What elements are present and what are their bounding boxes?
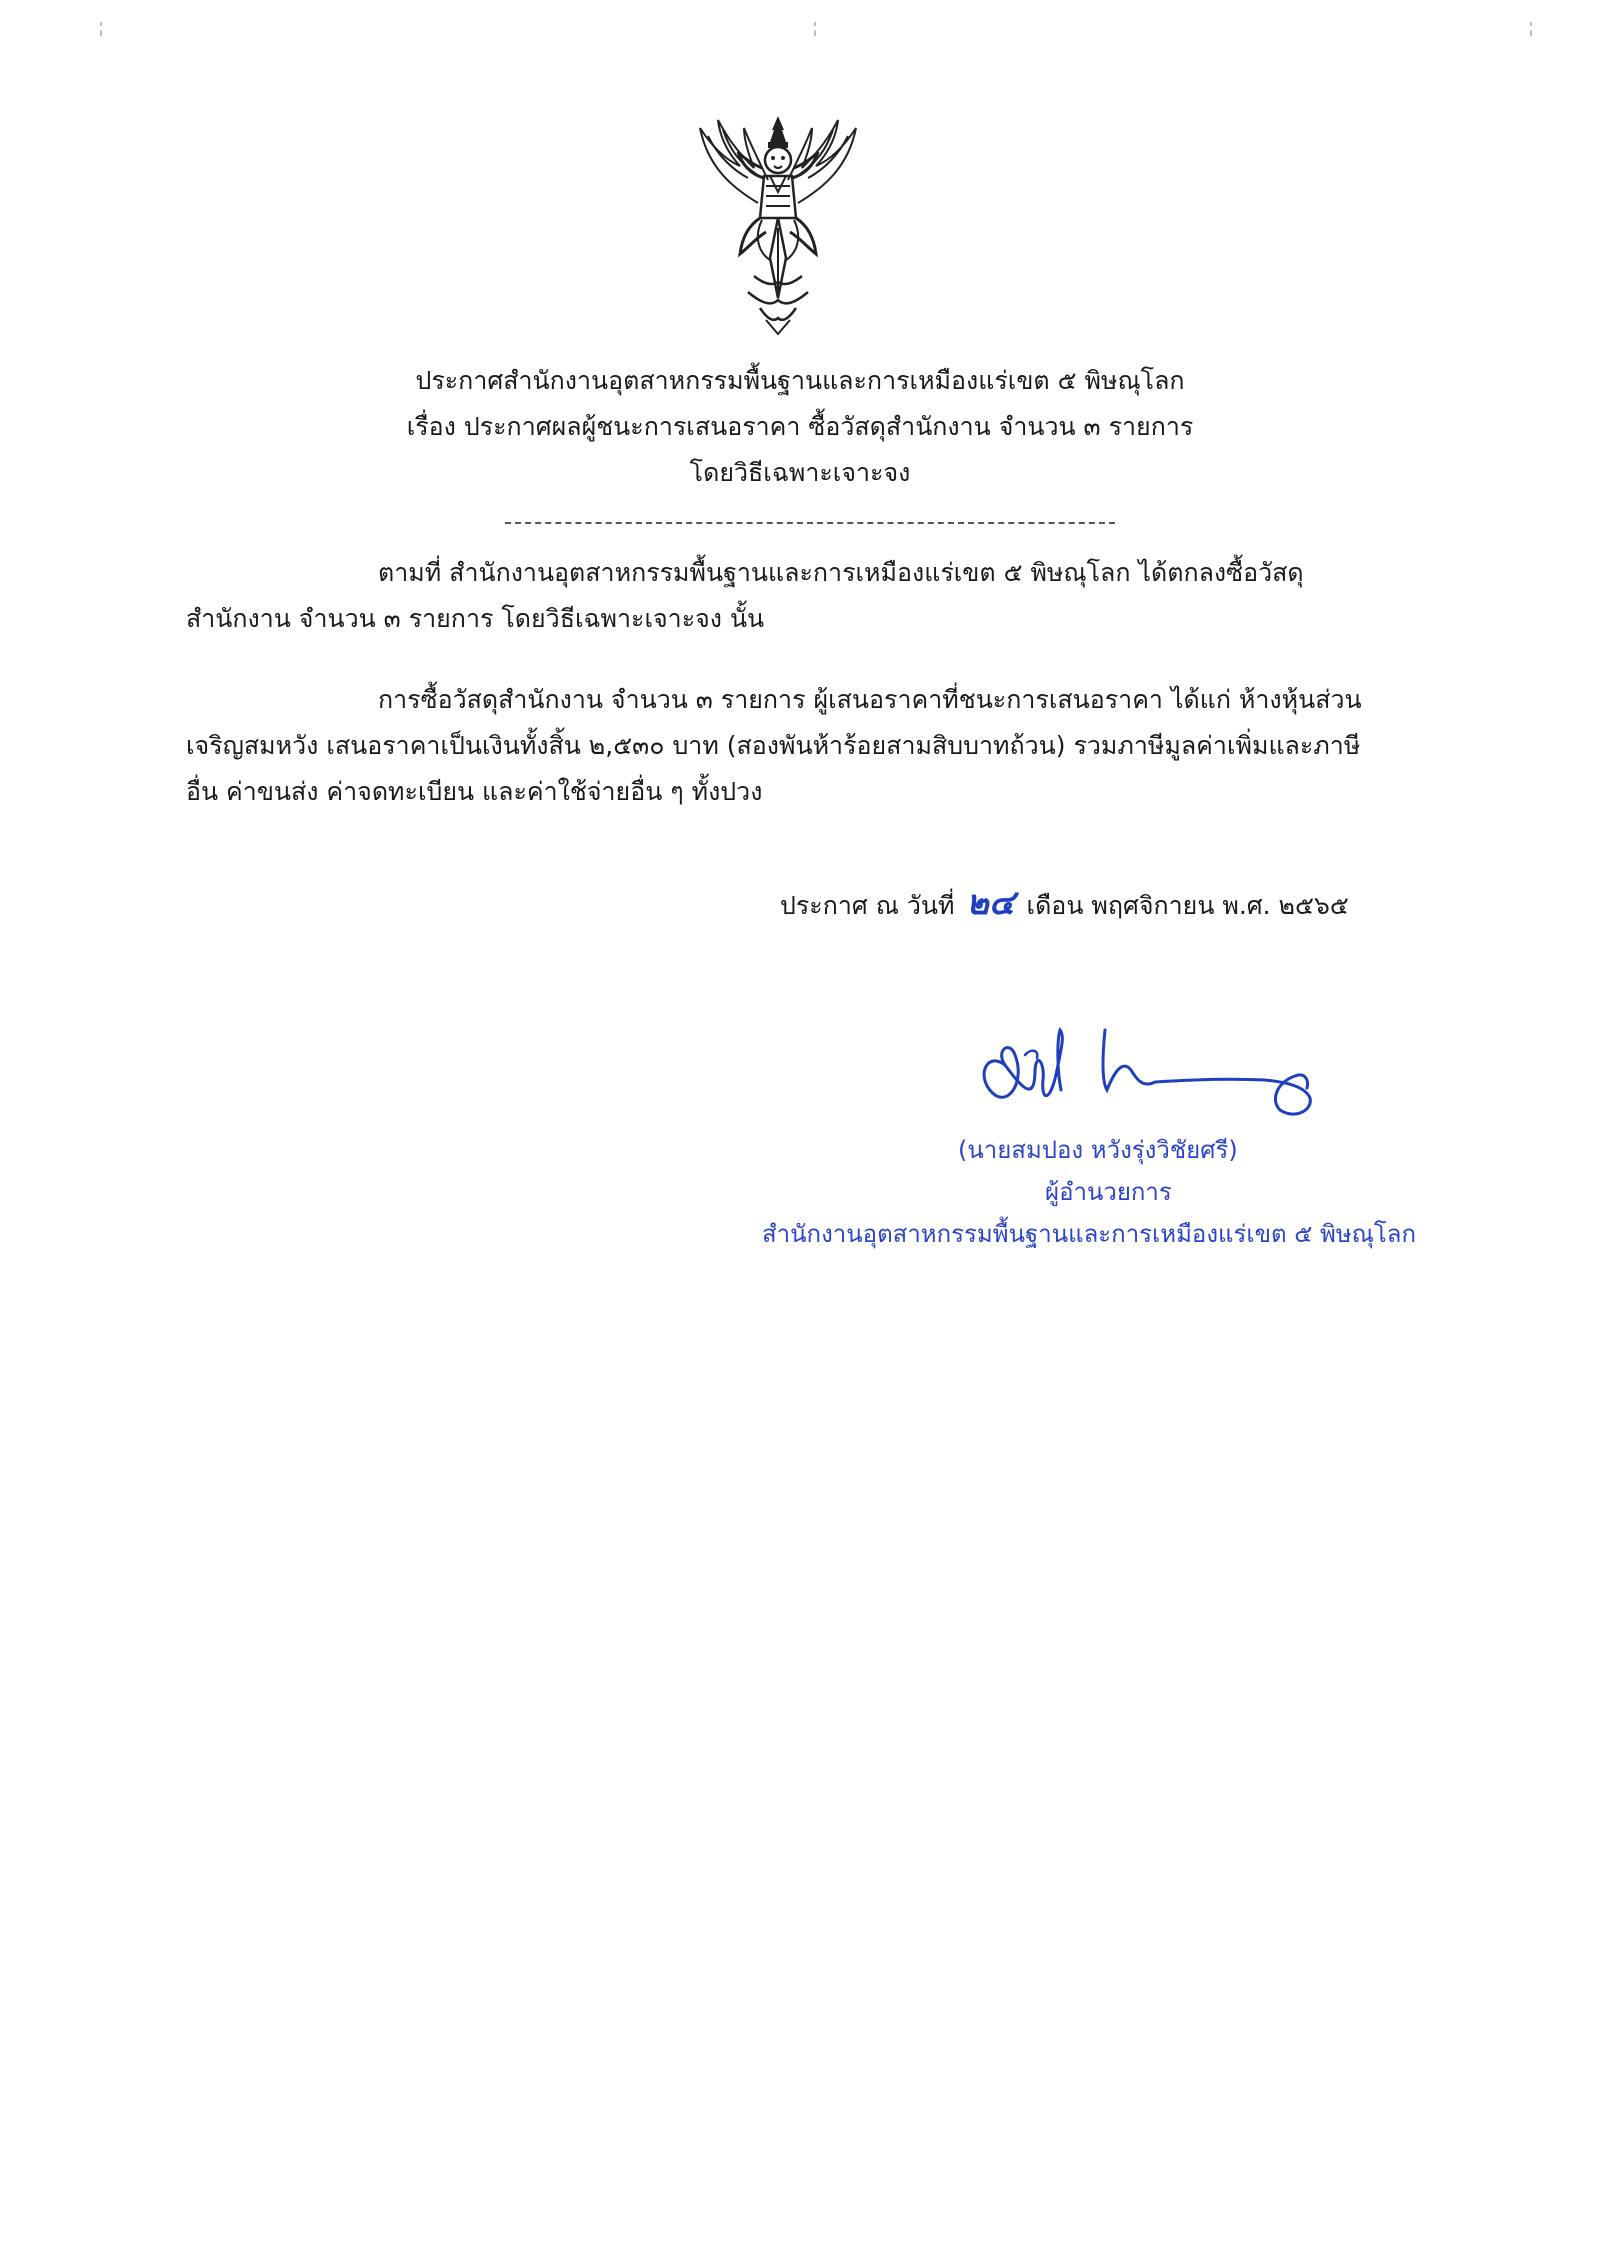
announcement-date xyxy=(780,880,1349,929)
garuda-emblem-icon xyxy=(678,108,878,338)
handwritten-signature xyxy=(965,1010,1335,1135)
paragraph-line: สำนักงาน จำนวน ๓ รายการ โดยวิธีเฉพาะเจาะจง นั้น xyxy=(186,604,765,633)
scan-mark xyxy=(100,22,102,36)
date-prefix: ประกาศ ณ วันที่ xyxy=(780,891,955,920)
paragraph-intro xyxy=(186,550,1431,642)
date-suffix: เดือน พฤศจิกายน พ.ศ. ๒๕๖๕ xyxy=(1026,891,1349,920)
paragraph-result xyxy=(186,677,1431,815)
signatory-name: (นายสมปอง หวังรุ่งวิชัยศรี) xyxy=(958,1136,1238,1164)
announcement-heading xyxy=(0,358,1600,496)
scan-mark xyxy=(814,22,816,36)
scan-mark xyxy=(1530,22,1532,36)
signatory-office: สำนักงานอุตสาหกรรมพื้นฐานและการเหมืองแร่เขต ๕ พิษณุโลก xyxy=(762,1220,1417,1248)
heading-separator xyxy=(505,522,1115,524)
paragraph-line: อื่น ค่าขนส่ง ค่าจดทะเบียน และค่าใช้จ่ายอื่น ๆ ทั้งปวง xyxy=(186,777,763,806)
signatory-position: ผู้อำนวยการ xyxy=(1045,1178,1172,1206)
announcement-method: โดยวิธีเฉพาะเจาะจง xyxy=(689,458,911,487)
announcement-title: ประกาศสำนักงานอุตสาหกรรมพื้นฐานและการเหมืองแร่เขต ๕ พิษณุโลก xyxy=(415,366,1185,395)
date-day-handwritten: ๒๔ xyxy=(966,883,1015,923)
paragraph-line: เจริญสมหวัง เสนอราคาเป็นเงินทั้งสิ้น ๒,๕๓๐ บาท (สองพันห้าร้อยสามสิบบาทถ้วน) รวมภาษีมูลค่าเพิ่มและภาษี xyxy=(186,731,1361,760)
paragraph-line: การซื้อวัสดุสำนักงาน จำนวน ๓ รายการ ผู้เสนอราคาที่ชนะการเสนอราคา ได้แก่ ห้างหุ้นส่วน xyxy=(378,685,1362,714)
paragraph-line: ตามที่ สำนักงานอุตสาหกรรมพื้นฐานและการเหมืองแร่เขต ๕ พิษณุโลก ได้ตกลงซื้อวัสดุ xyxy=(378,558,1304,587)
announcement-subject: เรื่อง ประกาศผลผู้ชนะการเสนอราคา ซื้อวัสดุสำนักงาน จำนวน ๓ รายการ xyxy=(406,412,1194,441)
